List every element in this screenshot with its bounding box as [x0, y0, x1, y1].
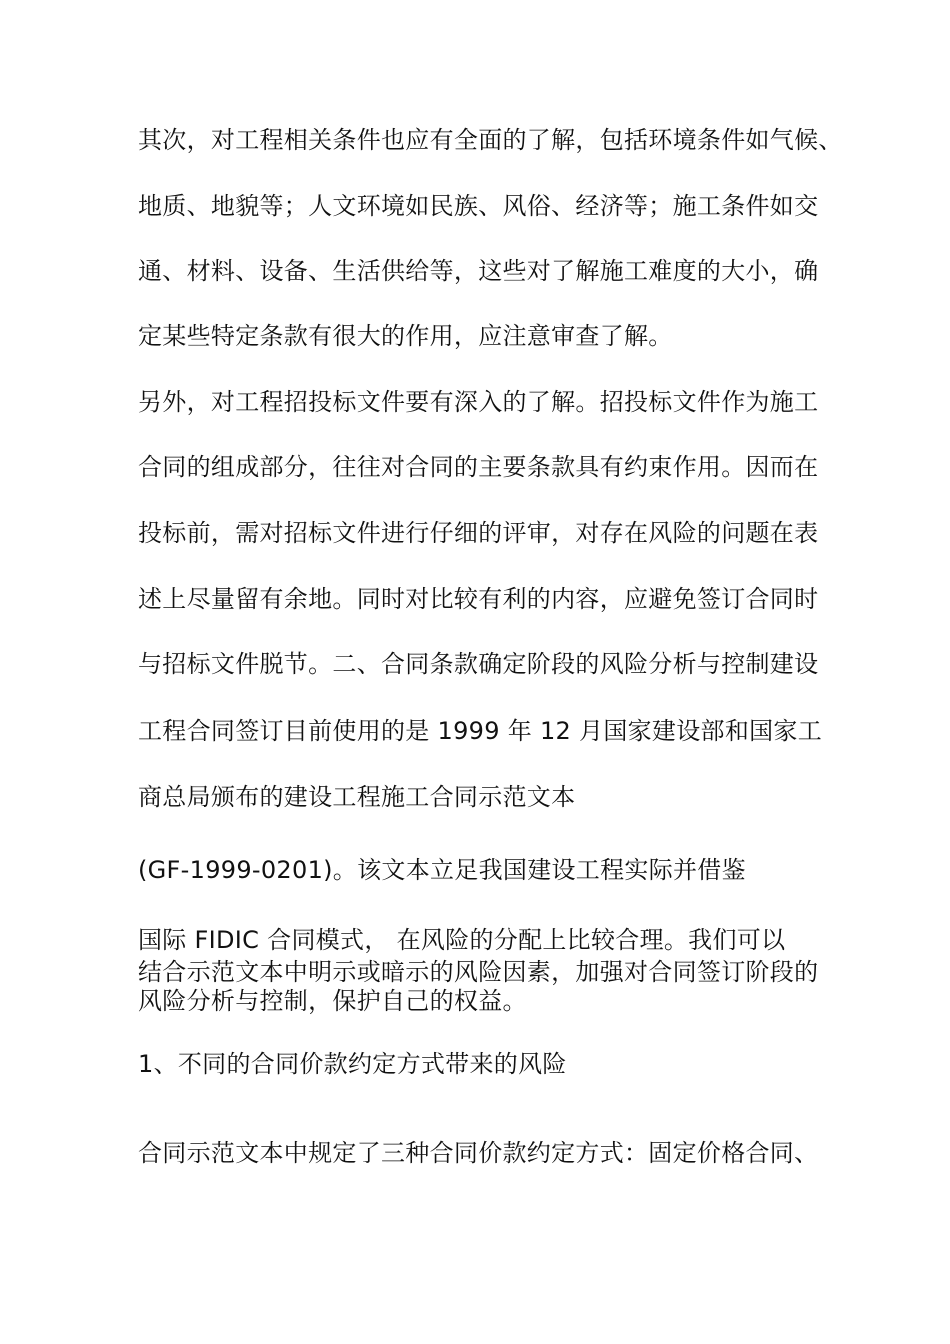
text-line-5: 另外，对工程招投标文件要有深入的了解。招投标文件作为施工 [138, 388, 819, 416]
text-line-13: 国际 FIDIC 合同模式， 在风险的分配上比较合理。我们可以 [138, 926, 786, 954]
text-line-14: 结合示范文本中明示或暗示的风险因素，加强对合同签订阶段的 [138, 958, 819, 986]
text-line-15: 风险分析与控制，保护自己的权益。 [138, 987, 527, 1015]
text-line-7: 投标前，需对招标文件进行仔细的评审，对存在风险的问题在表 [138, 519, 819, 547]
text-line-9: 与招标文件脱节。二、合同条款确定阶段的风险分析与控制建设 [138, 650, 819, 678]
text-line-8: 述上尽量留有余地。同时对比较有利的内容，应避免签订合同时 [138, 585, 819, 613]
text-line-11: 商总局颁布的建设工程施工合同示范文本 [138, 783, 576, 811]
text-line-1: 其次，对工程相关条件也应有全面的了解，包括环境条件如气候、 [138, 126, 843, 154]
text-line-6: 合同的组成部分，往往对合同的主要条款具有约束作用。因而在 [138, 453, 819, 481]
section-heading: 1、不同的合同价款约定方式带来的风险 [138, 1050, 567, 1078]
text-line-4: 定某些特定条款有很大的作用，应注意审查了解。 [138, 322, 673, 350]
text-line-12: (GF-1999-0201)。该文本立足我国建设工程实际并借鉴 [138, 856, 746, 884]
text-line-3: 通、材料、设备、生活供给等，这些对了解施工难度的大小，确 [138, 257, 819, 285]
text-line-17: 合同示范文本中规定了三种合同价款约定方式：固定价格合同、 [138, 1139, 819, 1167]
text-line-10: 工程合同签订目前使用的是 1999 年 12 月国家建设部和国家工 [138, 717, 823, 745]
text-line-2: 地质、地貌等；人文环境如民族、风俗、经济等；施工条件如交 [138, 192, 819, 220]
